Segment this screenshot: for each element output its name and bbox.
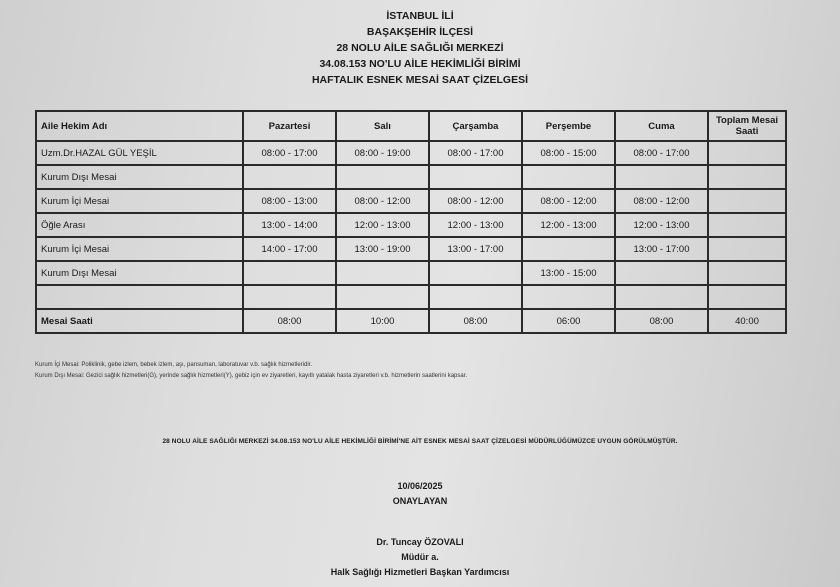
table-cell: 13:00 - 15:00	[522, 261, 615, 285]
table-cell: 13:00 - 17:00	[429, 237, 522, 261]
table-cell: 08:00 - 17:00	[243, 141, 336, 165]
note-outside-hours: Kurum Dışı Mesai: Gezici sağlık hizmetleri(G), yerinde sağlık hizmetleri(Y), gebiz için ev ziyaretleri, kayıtlı yatalak hasta ziyaretleri v.b. hizmetlerin saatlerini kapsar.	[35, 373, 468, 379]
signatory-name: Dr. Tuncay ÖZOVALI	[376, 537, 464, 547]
approval-statement: 28 NOLU AİLE SAĞLIĞI MERKEZİ 34.08.153 NO'LU AİLE HEKİMLİĞİ BİRİMİ'NE AİT ESNEK MESAİ SAAT ÇİZELGESİ MÜDÜRLÜĞÜMÜZCE UYGUN GÖRÜLMÜŞTÜR.	[162, 438, 678, 445]
column-header: Pazartesi	[243, 111, 336, 141]
table-cell: 08:00 - 15:00	[522, 141, 615, 165]
header-district: BAŞAKŞEHİR İLÇESİ	[366, 26, 474, 38]
table-cell: Kurum İçi Mesai	[36, 189, 243, 213]
table-row	[36, 189, 786, 213]
table-cell: 08:00 - 19:00	[336, 141, 429, 165]
table-cell	[243, 165, 336, 189]
table-header-row	[36, 111, 786, 141]
table-cell	[708, 141, 786, 165]
table-cell: 14:00 - 17:00	[243, 237, 336, 261]
column-header: Salı	[336, 111, 429, 141]
table-cell	[708, 189, 786, 213]
table-row	[36, 237, 786, 261]
total-value: 08:00	[429, 309, 522, 333]
table-cell	[615, 165, 708, 189]
footnotes	[35, 360, 467, 382]
document-header	[0, 8, 840, 88]
table-cell	[522, 165, 615, 189]
approval-block	[0, 479, 840, 509]
table-cell: 08:00 - 12:00	[522, 189, 615, 213]
table-cell	[708, 237, 786, 261]
table-cell	[522, 237, 615, 261]
column-header: Toplam Mesai Saati	[708, 111, 786, 141]
table-cell: 08:00 - 17:00	[615, 141, 708, 165]
table-cell: 12:00 - 13:00	[336, 213, 429, 237]
table-cell: 08:00 - 12:00	[615, 189, 708, 213]
signatory-role: Müdür a.	[401, 552, 439, 562]
table-cell: 12:00 - 13:00	[522, 213, 615, 237]
total-value: 08:00	[615, 309, 708, 333]
total-label: Mesai Saati	[36, 309, 243, 333]
table-cell	[429, 285, 522, 309]
signature-block	[0, 535, 840, 580]
table-cell: Uzm.Dr.HAZAL GÜL YEŞİL	[36, 141, 243, 165]
table-cell	[243, 285, 336, 309]
table-cell	[708, 213, 786, 237]
table-cell: 08:00 - 13:00	[243, 189, 336, 213]
table-cell: 12:00 - 13:00	[615, 213, 708, 237]
table-cell	[429, 261, 522, 285]
schedule-table	[35, 110, 787, 334]
column-header: Perşembe	[522, 111, 615, 141]
table-cell	[429, 165, 522, 189]
table-cell	[522, 285, 615, 309]
signatory-title: Halk Sağlığı Hizmetleri Başkan Yardımcısı	[330, 567, 510, 577]
table-row	[36, 285, 786, 309]
header-province: İSTANBUL İLİ	[386, 10, 454, 22]
header-health-center: 28 NOLU AİLE SAĞLIĞI MERKEZİ	[336, 42, 504, 54]
table-row	[36, 261, 786, 285]
table-cell: Kurum Dışı Mesai	[36, 165, 243, 189]
table-cell: Kurum Dışı Mesai	[36, 261, 243, 285]
table-cell	[615, 261, 708, 285]
column-header: Aile Hekim Adı	[36, 111, 243, 141]
table-row	[36, 141, 786, 165]
table-cell	[36, 285, 243, 309]
approval-label: ONAYLAYAN	[392, 496, 448, 506]
table-cell	[615, 285, 708, 309]
approval-date: 10/06/2025	[397, 481, 443, 491]
grand-total: 40:00	[708, 309, 786, 333]
column-header: Cuma	[615, 111, 708, 141]
table-cell	[336, 285, 429, 309]
table-cell: 08:00 - 17:00	[429, 141, 522, 165]
table-cell	[243, 261, 336, 285]
table-cell: 12:00 - 13:00	[429, 213, 522, 237]
table-row	[36, 213, 786, 237]
total-value: 08:00	[243, 309, 336, 333]
table-cell: 13:00 - 17:00	[615, 237, 708, 261]
table-cell	[336, 261, 429, 285]
table-cell: 08:00 - 12:00	[429, 189, 522, 213]
table-cell	[708, 261, 786, 285]
header-unit: 34.08.153 NO'LU AİLE HEKİMLİĞİ BİRİMİ	[319, 58, 521, 70]
document-title: HAFTALIK ESNEK MESAİ SAAT ÇİZELGESİ	[311, 74, 529, 86]
table-row	[36, 165, 786, 189]
table-cell	[708, 165, 786, 189]
note-inside-hours: Kurum İçi Mesai: Poliklinik, gebe izlem, bebek izlem, aşı, pansuman, laboratuvar v.b. sağlık hizmetleridir.	[35, 362, 313, 368]
table-cell	[708, 285, 786, 309]
table-cell: 13:00 - 14:00	[243, 213, 336, 237]
table-cell: Kurum İçi Mesai	[36, 237, 243, 261]
table-cell: Öğle Arası	[36, 213, 243, 237]
total-value: 06:00	[522, 309, 615, 333]
column-header: Çarşamba	[429, 111, 522, 141]
total-value: 10:00	[336, 309, 429, 333]
total-row	[36, 309, 786, 333]
table-cell	[336, 165, 429, 189]
table-cell: 08:00 - 12:00	[336, 189, 429, 213]
table-cell: 13:00 - 19:00	[336, 237, 429, 261]
